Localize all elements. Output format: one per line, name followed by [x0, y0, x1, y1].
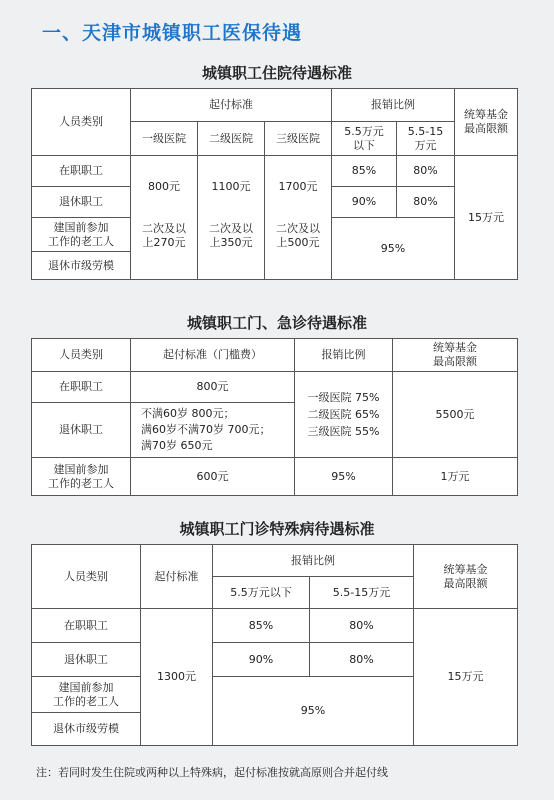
ratio-retired-above: 80%	[310, 643, 414, 677]
deductible-level2-repeat: 二次及以 上350元	[198, 218, 265, 280]
ratio-active-below: 85%	[213, 609, 310, 643]
person-retired-employee: 退休职工	[32, 643, 141, 677]
header-level1-hospital: 一级医院	[131, 122, 198, 156]
max-limit-veteran: 1万元	[393, 458, 518, 496]
deductible-level3-repeat: 二次及以 上500元	[265, 218, 332, 280]
header-level3-hospital: 三级医院	[265, 122, 332, 156]
person-pre-1949-worker: 建国前参加 工作的老工人	[32, 677, 141, 713]
max-limit: 15万元	[455, 156, 518, 280]
table1-title: 城镇职工住院待遇标准	[201, 64, 352, 82]
header-reimbursement: 报销比例	[295, 339, 393, 372]
header-person-type: 人员类别	[32, 545, 141, 609]
header-person-type: 人员类别	[32, 339, 131, 372]
ratio-retired-above: 80%	[397, 187, 455, 218]
person-retired-employee: 退休职工	[32, 187, 131, 218]
deductible-level3: 1700元	[265, 156, 332, 218]
deductible-level2: 1100元	[198, 156, 265, 218]
header-ratio-below-5.5: 5.5万元以下	[213, 577, 310, 609]
page-heading: 一、天津市城镇职工医保待遇	[42, 22, 303, 44]
header-deductible: 起付标准	[141, 545, 213, 609]
deductible-active: 800元	[131, 372, 295, 403]
deductible-level1: 800元	[131, 156, 198, 218]
header-ratio-5.5-15: 5.5-15 万元	[397, 122, 455, 156]
header-deductible: 起付标准（门槛费）	[131, 339, 295, 372]
deductible-level1-repeat: 二次及以 上270元	[131, 218, 198, 280]
header-reimbursement: 报销比例	[332, 89, 455, 122]
person-active-employee: 在职职工	[32, 156, 131, 187]
inpatient-table	[31, 88, 518, 280]
person-pre-1949-worker: 建国前参加 工作的老工人	[32, 218, 131, 252]
deductible-retired-by-age: 不满60岁 800元； 满60岁不满70岁 700元； 满70岁 650元	[131, 403, 295, 458]
table2-title: 城镇职工门、急诊待遇标准	[186, 314, 367, 332]
ratio-veteran-model: 95%	[213, 677, 414, 746]
header-person-type: 人员类别	[32, 89, 131, 156]
header-level2-hospital: 二级医院	[198, 122, 265, 156]
header-ratio-below-5.5: 5.5万元 以下	[332, 122, 397, 156]
ratio-veteran: 95%	[295, 458, 393, 496]
ratio-active-below: 85%	[332, 156, 397, 187]
ratio-active-above: 80%	[310, 609, 414, 643]
deductible-veteran: 600元	[131, 458, 295, 496]
max-limit: 15万元	[414, 609, 518, 746]
outpatient-table	[31, 338, 518, 496]
person-active-employee: 在职职工	[32, 372, 131, 403]
table3-title: 城镇职工门诊特殊病待遇标准	[179, 520, 375, 538]
header-ratio-5.5-15: 5.5-15万元	[310, 577, 414, 609]
ratio-retired-below: 90%	[332, 187, 397, 218]
header-max-limit: 统筹基金 最高限额	[393, 339, 518, 372]
person-pre-1949-worker: 建国前参加 工作的老工人	[32, 458, 131, 496]
max-limit-employees: 5500元	[393, 372, 518, 458]
footnote: 注：若同时发生住院或两种以上特殊病，起付标准按就高原则合并起付线	[36, 766, 388, 779]
header-max-limit: 统筹基金 最高限额	[414, 545, 518, 609]
person-retired-employee: 退休职工	[32, 403, 131, 458]
special-disease-table	[31, 544, 518, 746]
person-active-employee: 在职职工	[32, 609, 141, 643]
ratio-veteran-model: 95%	[332, 218, 455, 280]
header-deductible: 起付标准	[131, 89, 332, 122]
person-retired-model-worker: 退休市级劳模	[32, 713, 141, 746]
header-max-limit: 统筹基金 最高限额	[455, 89, 518, 156]
ratio-retired-below: 90%	[213, 643, 310, 677]
ratio-by-hospital-level: 一级医院 75% 二级医院 65% 三级医院 55%	[295, 372, 393, 458]
ratio-active-above: 80%	[397, 156, 455, 187]
person-retired-model-worker: 退休市级劳模	[32, 252, 131, 280]
header-reimbursement: 报销比例	[213, 545, 414, 577]
deductible-all: 1300元	[141, 609, 213, 746]
